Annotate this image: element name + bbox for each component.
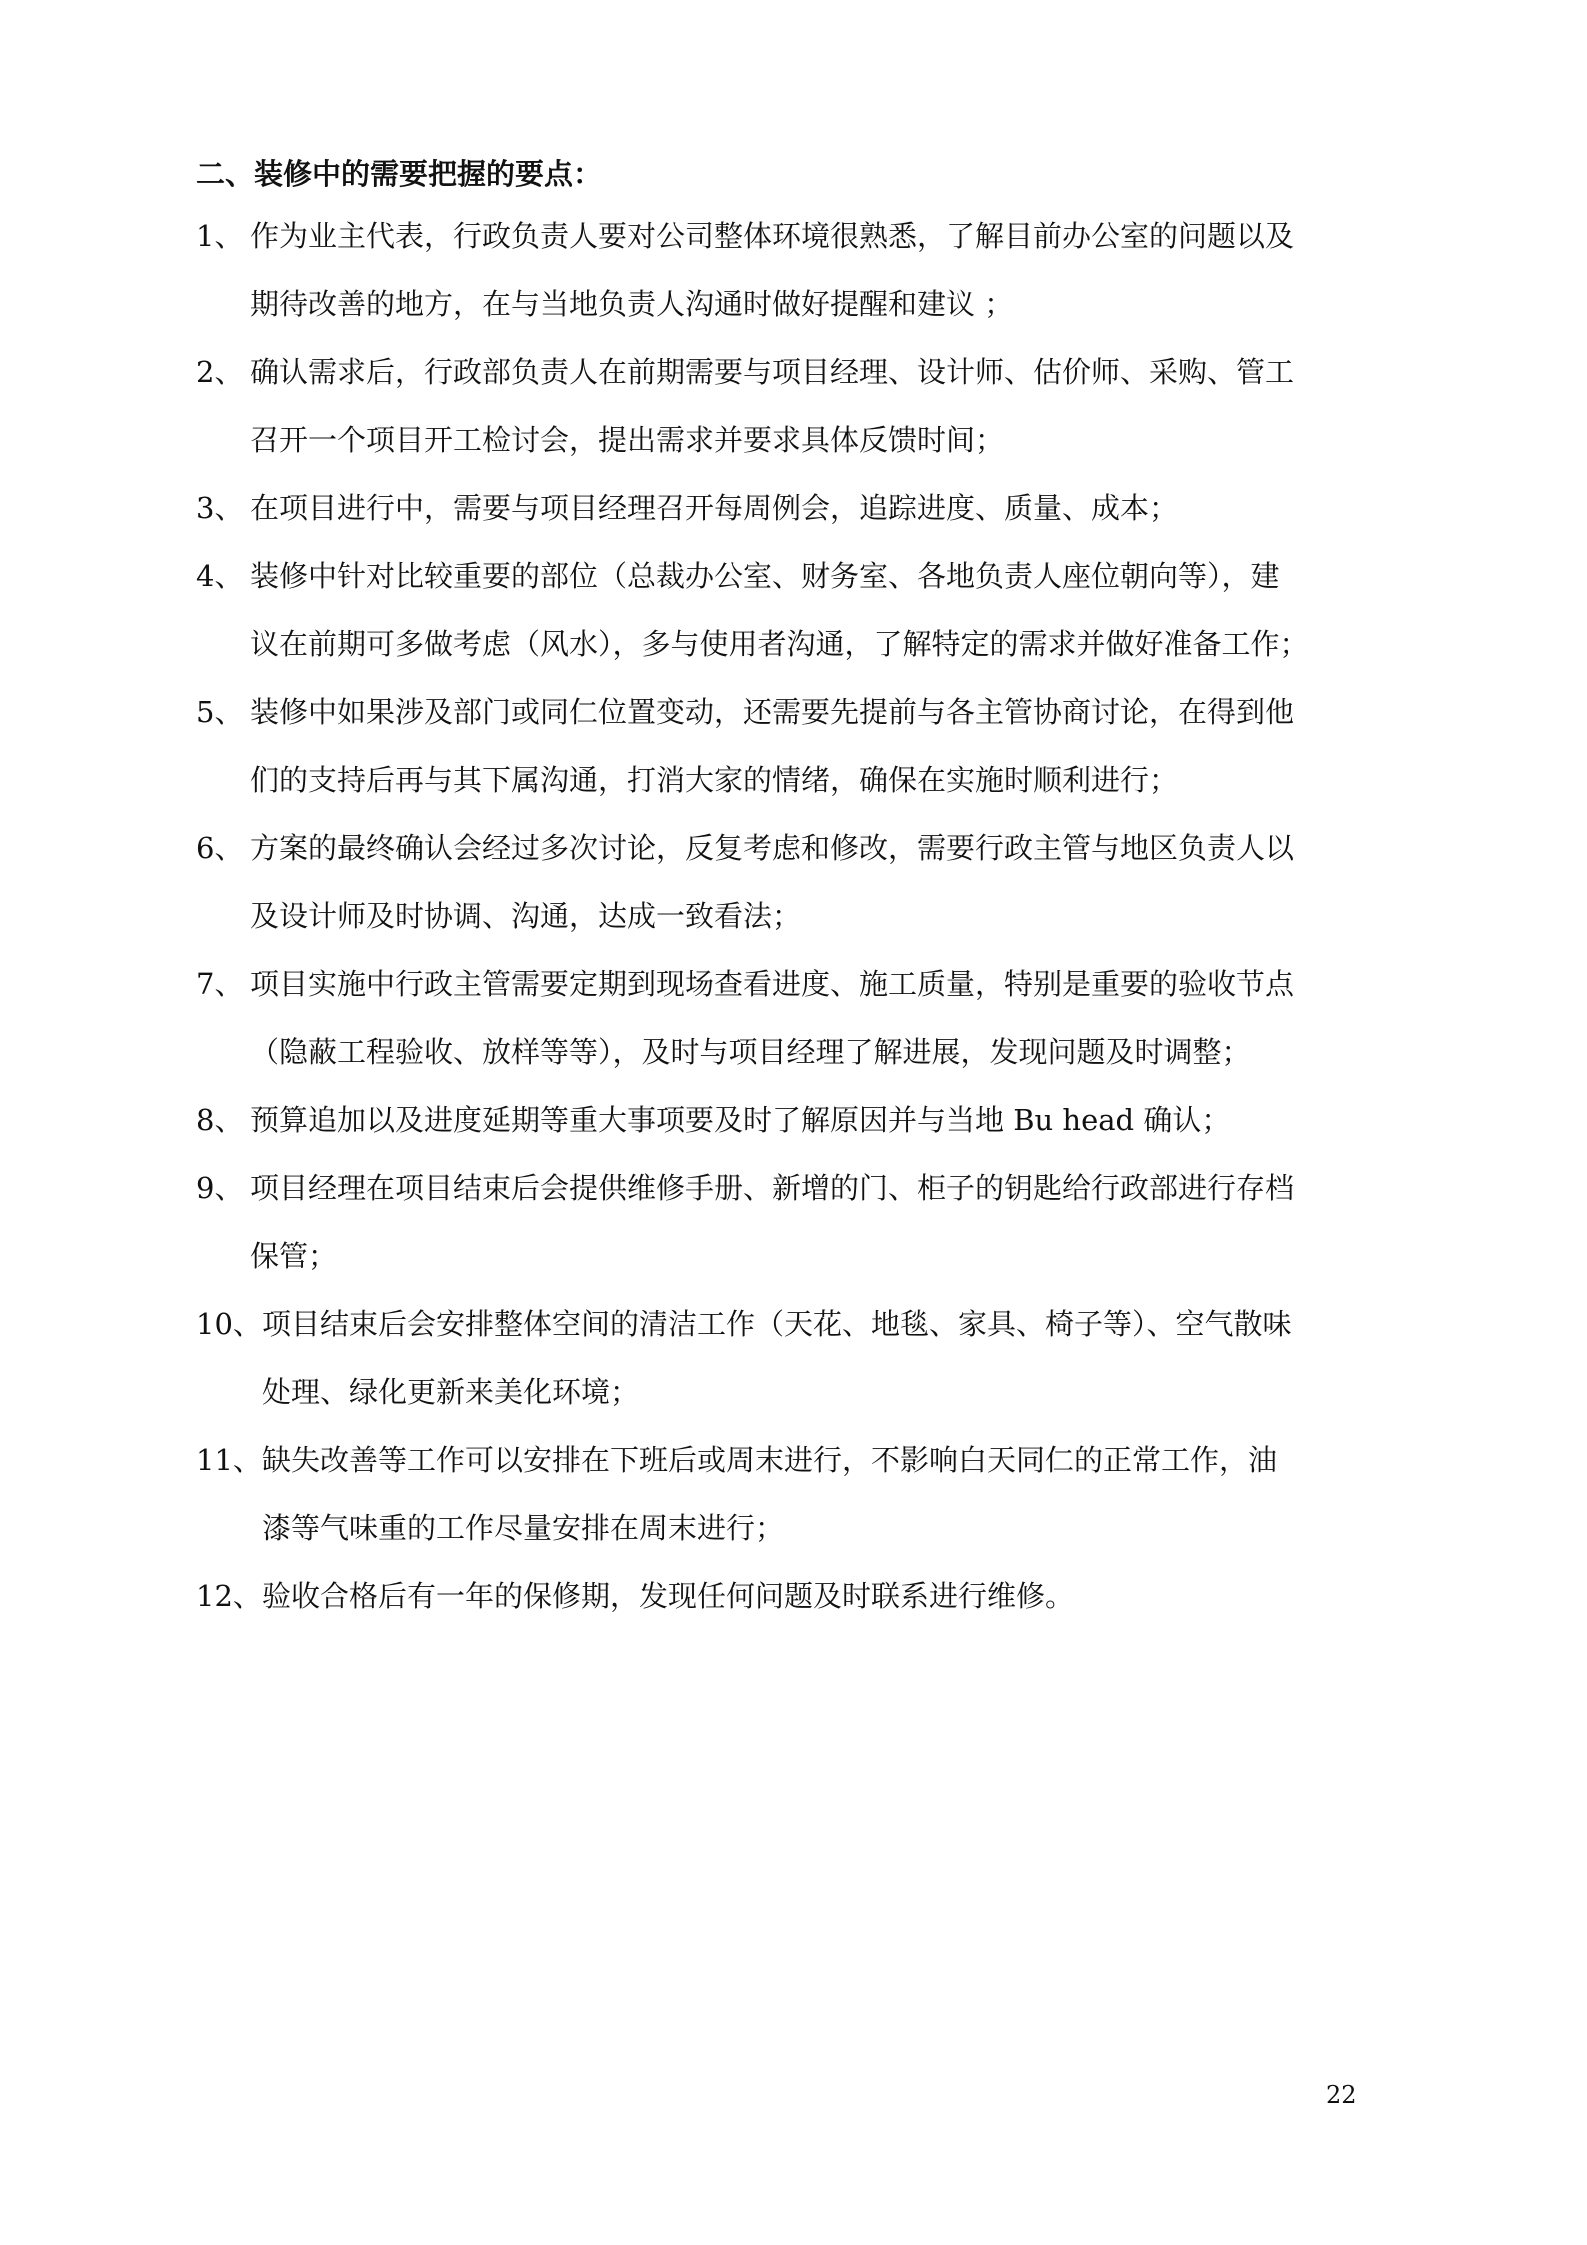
item-line: 确认需求后，行政部负责人在前期需要与项目经理、设计师、估价师、采购、管工 xyxy=(250,355,1295,389)
list-item xyxy=(196,1426,1406,1562)
item-line: 方案的最终确认会经过多次讨论，反复考虑和修改，需要行政主管与地区负责人以 xyxy=(250,831,1295,865)
list-item xyxy=(196,542,1406,678)
item-number: 9、 xyxy=(196,1171,244,1205)
item-line: 及设计师及时协调、沟通，达成一致看法； xyxy=(250,899,802,933)
item-number: 4、 xyxy=(196,559,244,593)
item-line: 验收合格后有一年的保修期，发现任何问题及时联系进行维修。 xyxy=(262,1579,1075,1613)
list-item xyxy=(196,338,1406,474)
item-line: 装修中针对比较重要的部位（总裁办公室、财务室、各地负责人座位朝向等），建 xyxy=(250,559,1280,593)
item-line: 项目经理在项目结束后会提供维修手册、新增的门、柜子的钥匙给行政部进行存档 xyxy=(250,1171,1295,1205)
item-line: 项目结束后会安排整体空间的清洁工作（天花、地毯、家具、椅子等）、空气散味 xyxy=(262,1307,1292,1341)
list-item xyxy=(196,1154,1406,1290)
item-text xyxy=(262,1290,1406,1426)
item-number: 5、 xyxy=(196,695,244,729)
item-line: 议在前期可多做考虑（风水），多与使用者沟通，了解特定的需求并做好准备工作； xyxy=(250,627,1309,661)
item-text xyxy=(262,1562,1406,1630)
item-line: 缺失改善等工作可以安排在下班后或周末进行，不影响白天同仁的正常工作，油 xyxy=(262,1443,1278,1477)
page-number: 22 xyxy=(1326,2081,1357,2109)
item-number: 1、 xyxy=(196,219,244,253)
list-item xyxy=(196,1086,1406,1154)
item-number: 11、 xyxy=(196,1443,262,1477)
item-line: 在项目进行中，需要与项目经理召开每周例会，追踪进度、质量、成本； xyxy=(250,491,1179,525)
list-item xyxy=(196,814,1406,950)
item-line: （隐蔽工程验收、放样等等），及时与项目经理了解进展，发现问题及时调整； xyxy=(250,1035,1251,1069)
item-text xyxy=(250,678,1406,814)
item-text xyxy=(250,542,1406,678)
item-text xyxy=(250,1086,1406,1154)
list-item xyxy=(196,474,1406,542)
item-line: 处理、绿化更新来美化环境； xyxy=(262,1375,640,1409)
item-text xyxy=(250,474,1406,542)
item-text xyxy=(262,1426,1406,1562)
item-line: 预算追加以及进度延期等重大事项要及时了解原因并与当地 Bu head 确认； xyxy=(250,1103,1231,1137)
item-number: 10、 xyxy=(196,1307,262,1341)
item-number: 2、 xyxy=(196,355,244,389)
key-points-list xyxy=(196,202,1406,1630)
item-line: 期待改善的地方，在与当地负责人沟通时做好提醒和建议 ； xyxy=(250,287,1014,321)
item-line: 装修中如果涉及部门或同仁位置变动，还需要先提前与各主管协商讨论，在得到他 xyxy=(250,695,1295,729)
item-number: 8、 xyxy=(196,1103,244,1137)
item-line: 漆等气味重的工作尽量安排在周末进行； xyxy=(262,1511,785,1545)
item-number: 6、 xyxy=(196,831,244,865)
item-text xyxy=(250,338,1406,474)
item-line: 作为业主代表，行政负责人要对公司整体环境很熟悉，了解目前办公室的问题以及 xyxy=(250,219,1295,253)
item-number: 12、 xyxy=(196,1579,262,1613)
item-number: 3、 xyxy=(196,491,244,525)
item-line: 保管； xyxy=(250,1239,338,1273)
section-heading: 二、装修中的需要把握的要点： xyxy=(196,157,603,191)
item-number: 7、 xyxy=(196,967,244,1001)
item-text xyxy=(250,950,1406,1086)
list-item xyxy=(196,1562,1406,1630)
item-text xyxy=(250,1154,1406,1290)
item-line: 召开一个项目开工检讨会，提出需求并要求具体反馈时间； xyxy=(250,423,1005,457)
list-item xyxy=(196,202,1406,338)
list-item xyxy=(196,1290,1406,1426)
item-line: 们的支持后再与其下属沟通，打消大家的情绪，确保在实施时顺利进行； xyxy=(250,763,1179,797)
item-line: 项目实施中行政主管需要定期到现场查看进度、施工质量，特别是重要的验收节点 xyxy=(250,967,1295,1001)
item-text xyxy=(250,202,1406,338)
item-text xyxy=(250,814,1406,950)
list-item xyxy=(196,950,1406,1086)
list-item xyxy=(196,678,1406,814)
